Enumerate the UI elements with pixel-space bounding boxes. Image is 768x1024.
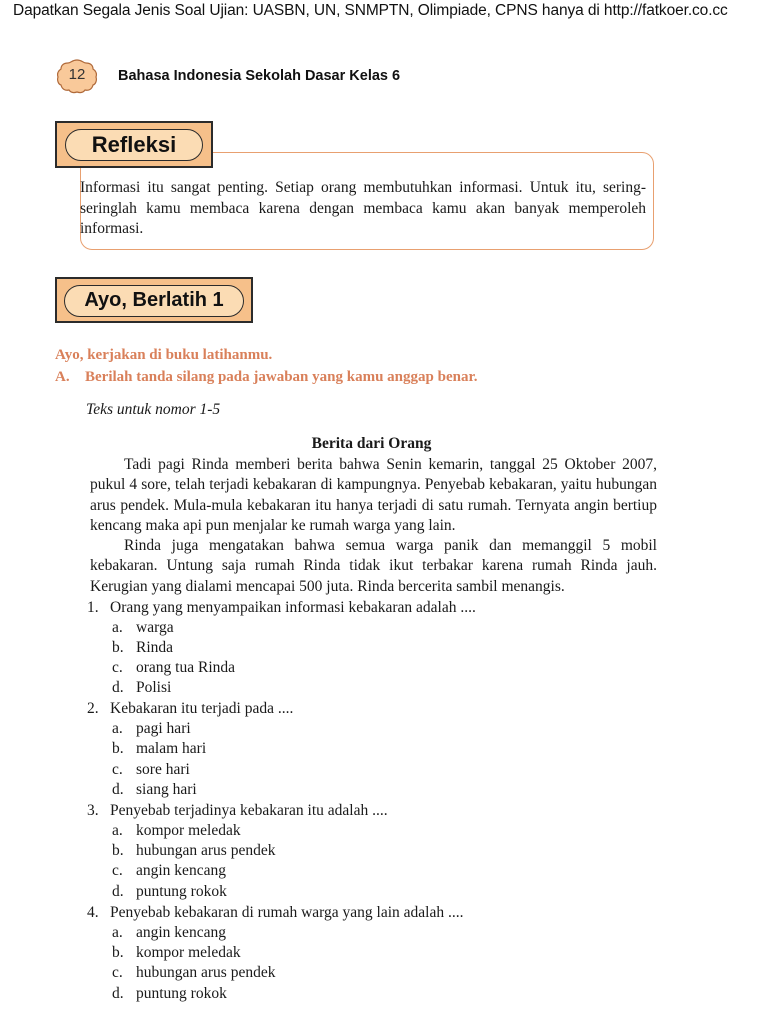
story-paragraph-text: Rinda juga mengatakan bahwa semua warga panik dan memanggil 5 mobil kebakaran. Untung saja rumah Rinda tidak ikut terbakar karena rumah Rinda jauh. Kerugian yang dialami mencapai 500 juta. Rinda bercerita sambil menangis. xyxy=(90,537,657,595)
page-number: 12 xyxy=(68,66,86,83)
story-paragraph-text: Tadi pagi Rinda memberi berita bahwa Senin kemarin, tanggal 25 Oktober 2007, pukul 4 sore, telah terjadi kebakaran di kampungnya. Penyebab kebakaran, yaitu hubungan arus pendek. Mula-mula kebakaran itu hanya terjadi di satu rumah. Ternyata angin bertiup kencang maka api pun menjalar ke rumah warga yang lain. xyxy=(90,456,657,534)
exercise-instruction: Ayo, kerjakan di buku latihanmu. xyxy=(55,347,273,363)
berlatih-title: Ayo, Berlatih 1 xyxy=(64,285,244,317)
story-title: Berita dari Orang xyxy=(311,435,432,452)
refleksi-label xyxy=(55,121,213,168)
option-3b: b. hubungan arus pendek xyxy=(112,842,276,859)
story-paragraph xyxy=(90,536,657,597)
berlatih-label xyxy=(55,277,253,323)
option-3c: c. angin kencang xyxy=(112,862,226,879)
option-2c: c. sore hari xyxy=(112,761,190,778)
option-2b: b. malam hari xyxy=(112,740,207,757)
option-3d: d. puntung rokok xyxy=(112,883,227,900)
question-number: 1. xyxy=(87,599,99,616)
question-number: 3. xyxy=(87,802,99,819)
section-a-instruction xyxy=(55,369,477,386)
question-number: 2. xyxy=(87,700,99,717)
question-text: Penyebab kebakaran di rumah warga yang lain adalah .... xyxy=(110,904,464,921)
option-4d: d. puntung rokok xyxy=(112,985,227,1002)
section-letter: A. xyxy=(55,369,70,385)
watermark-text: Dapatkan Segala Jenis Soal Ujian: UASBN, UN, SNMPTN, Olimpiade, CPNS hanya di http://fatkoer.co.cc xyxy=(13,2,728,19)
page-number-badge xyxy=(56,58,98,94)
question-text: Kebakaran itu terjadi pada .... xyxy=(110,700,294,717)
option-4c: c. hubungan arus pendek xyxy=(112,964,276,981)
option-2a: a. pagi hari xyxy=(112,720,191,737)
question-number: 4. xyxy=(87,904,99,921)
refleksi-text: Informasi itu sangat penting. Setiap orang membutuhkan informasi. Untuk itu, sering-seringlah kamu membaca karena dengan membaca kamu akan banyak memperoleh informasi. xyxy=(80,179,646,237)
text-reference-label: Teks untuk nomor 1-5 xyxy=(86,401,221,418)
question-3 xyxy=(87,802,388,820)
section-text: Berilah tanda silang pada jawaban yang kamu anggap benar. xyxy=(85,369,478,385)
option-1a: a. warga xyxy=(112,619,174,636)
story-paragraph xyxy=(90,455,657,536)
option-1d: d. Polisi xyxy=(112,679,172,696)
question-text: Orang yang menyampaikan informasi kebakaran adalah .... xyxy=(110,599,476,616)
option-1b: b. Rinda xyxy=(112,639,174,656)
question-2 xyxy=(87,700,293,718)
option-4a: a. angin kencang xyxy=(112,924,226,941)
book-title: Bahasa Indonesia Sekolah Dasar Kelas 6 xyxy=(118,68,401,84)
option-2d: d. siang hari xyxy=(112,781,197,798)
refleksi-title: Refleksi xyxy=(65,129,203,161)
question-4 xyxy=(87,904,464,922)
option-1c: c. orang tua Rinda xyxy=(112,659,236,676)
option-3a: a. kompor meledak xyxy=(112,822,241,839)
question-text: Penyebab terjadinya kebakaran itu adalah .... xyxy=(110,802,388,819)
question-1 xyxy=(87,599,476,617)
option-4b: b. kompor meledak xyxy=(112,944,241,961)
